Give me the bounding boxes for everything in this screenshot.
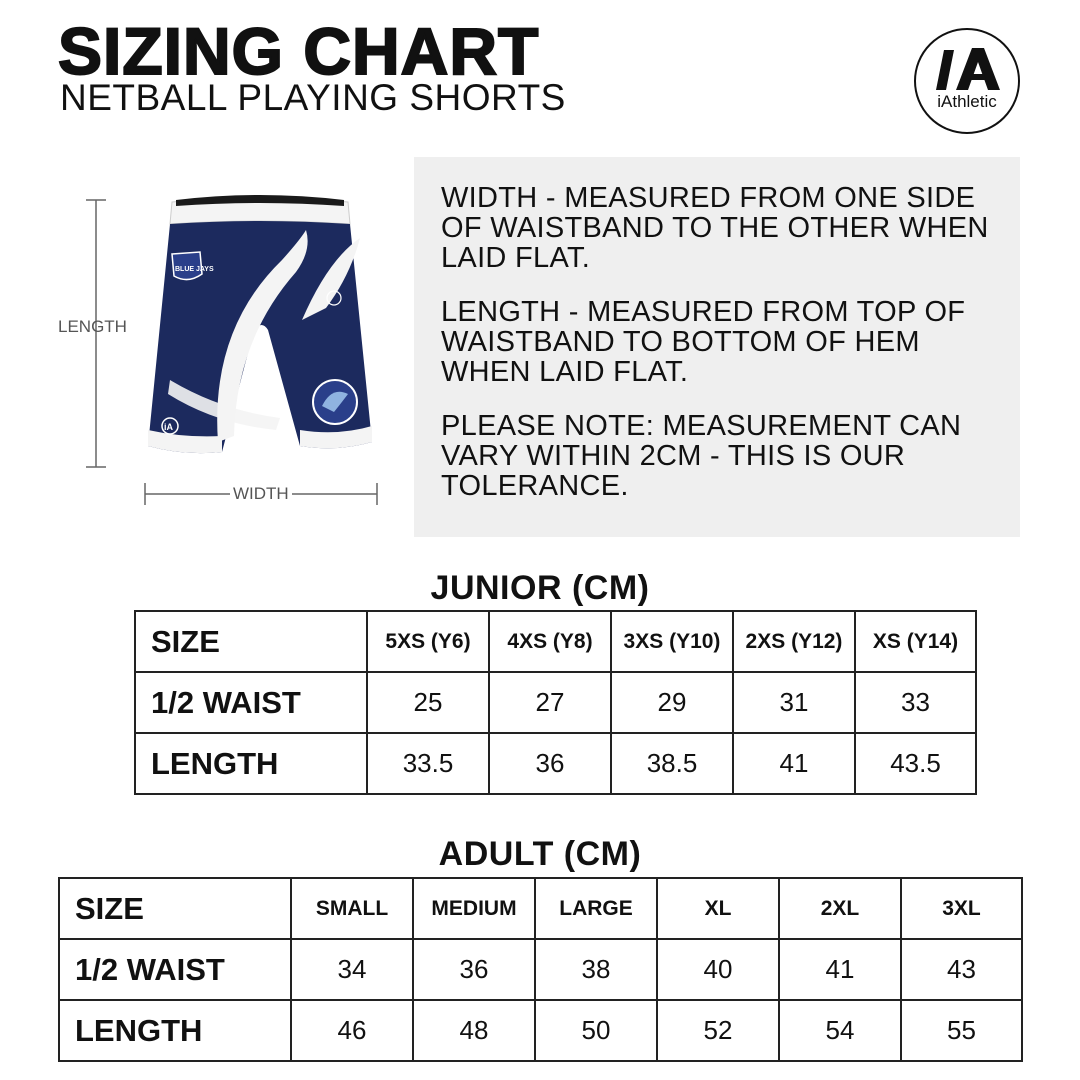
width-note: WIDTH - MEASURED FROM ONE SIDE OF WAISTBAND TO THE OTHER WHEN LAID FLAT. — [441, 182, 989, 274]
table-cell: 31 — [733, 672, 855, 733]
table-cell: 55 — [901, 1000, 1022, 1061]
table-cell: 27 — [489, 672, 611, 733]
tolerance-note: PLEASE NOTE: MEASUREMENT CAN VARY WITHIN 2CM - THIS IS OUR TOLERANCE. — [441, 410, 962, 502]
shorts-crest-text: BLUE JAYS — [175, 266, 214, 273]
junior-table-title: JUNIOR (CM) — [430, 569, 650, 607]
table-cell: 33 — [855, 672, 976, 733]
table-row — [135, 611, 976, 672]
row-label: 1/2 WAIST — [135, 672, 367, 733]
junior-size-table — [134, 610, 977, 795]
table-row — [59, 878, 1022, 939]
shorts-mark-text: iA — [164, 422, 173, 432]
row-label: LENGTH — [135, 733, 367, 794]
page-title: SIZING CHART — [58, 14, 540, 88]
table-cell: 38.5 — [611, 733, 733, 794]
size-column-header: MEDIUM — [413, 878, 535, 939]
table-cell: 38 — [535, 939, 657, 1000]
table-cell: 36 — [413, 939, 535, 1000]
ia-logo-icon — [934, 46, 1002, 92]
table-cell: 36 — [489, 733, 611, 794]
adult-size-table — [58, 877, 1023, 1062]
size-column-header: 2XL — [779, 878, 901, 939]
length-note: LENGTH - MEASURED FROM TOP OF WAISTBAND TO BOTTOM OF HEM WHEN LAID FLAT. — [441, 296, 966, 388]
brand-logo — [914, 28, 1020, 134]
width-label: WIDTH — [230, 484, 292, 504]
table-row — [135, 672, 976, 733]
table-cell: 46 — [291, 1000, 413, 1061]
size-column-header: XS (Y14) — [855, 611, 976, 672]
page-subtitle: NETBALL PLAYING SHORTS — [60, 77, 566, 118]
size-column-header: SMALL — [291, 878, 413, 939]
table-row — [135, 733, 976, 794]
size-column-header: 3XS (Y10) — [611, 611, 733, 672]
size-column-header: LARGE — [535, 878, 657, 939]
size-column-header: 4XS (Y8) — [489, 611, 611, 672]
table-cell: 52 — [657, 1000, 779, 1061]
row-label: 1/2 WAIST — [59, 939, 291, 1000]
table-cell: 41 — [733, 733, 855, 794]
table-cell: 48 — [413, 1000, 535, 1061]
table-row — [59, 939, 1022, 1000]
table-cell: 50 — [535, 1000, 657, 1061]
size-column-header: 5XS (Y6) — [367, 611, 489, 672]
size-header: SIZE — [59, 878, 291, 939]
table-cell: 43.5 — [855, 733, 976, 794]
adult-table-title: ADULT (CM) — [438, 835, 642, 873]
size-column-header: 3XL — [901, 878, 1022, 939]
measurement-notes — [414, 157, 1020, 537]
row-label: LENGTH — [59, 1000, 291, 1061]
table-cell: 34 — [291, 939, 413, 1000]
length-label: LENGTH — [58, 317, 127, 336]
size-header: SIZE — [135, 611, 367, 672]
table-cell: 43 — [901, 939, 1022, 1000]
table-cell: 33.5 — [367, 733, 489, 794]
shorts-diagram — [50, 180, 400, 520]
table-row — [59, 1000, 1022, 1061]
brand-name: iAthletic — [937, 92, 997, 111]
table-cell: 41 — [779, 939, 901, 1000]
size-column-header: 2XS (Y12) — [733, 611, 855, 672]
table-cell: 40 — [657, 939, 779, 1000]
table-cell: 54 — [779, 1000, 901, 1061]
table-cell: 25 — [367, 672, 489, 733]
shorts-illustration — [50, 180, 400, 520]
size-column-header: XL — [657, 878, 779, 939]
table-cell: 29 — [611, 672, 733, 733]
